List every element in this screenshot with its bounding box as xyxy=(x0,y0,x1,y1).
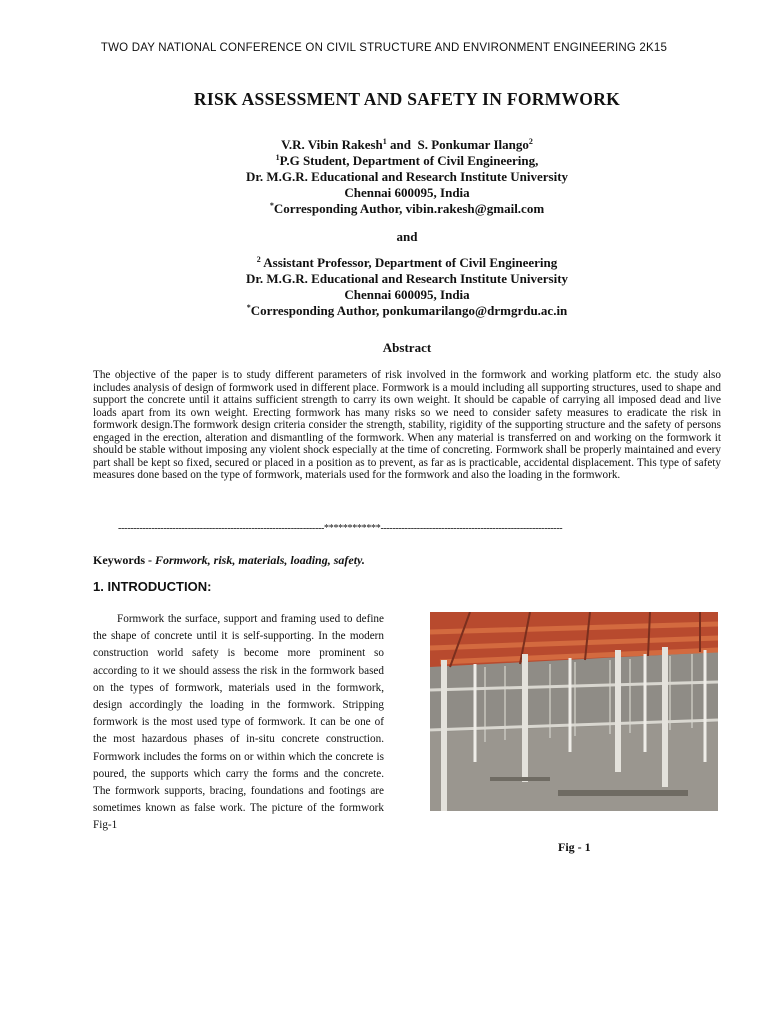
corresponding-1-sup: * xyxy=(269,201,274,210)
affiliation-1-role-text: P.G Student, Department of Civil Engineering, xyxy=(279,153,539,168)
affiliation-1-city: Chennai 600095, India xyxy=(344,185,470,200)
corresponding-1-text: Corresponding Author, vibin.rakesh@gmail.com xyxy=(273,201,545,216)
keywords-label: Keywords - xyxy=(93,553,155,567)
affiliation-2-sup: 2 xyxy=(256,255,261,264)
affiliation-2-city: Chennai 600095, India xyxy=(344,287,470,302)
corresponding-2-text: Corresponding Author, ponkumarilango@drmgrdu.ac.in xyxy=(250,303,568,318)
formwork-photo-illustration xyxy=(430,612,718,811)
affiliation-1-role xyxy=(0,153,768,169)
introduction-paragraph: Formwork the surface, support and framing used to define the shape of concrete until it is self-supporting. In the modern construction world safety is become more prominent so according to it we should assess the risk in the formwork based on the types of formwork, materials used in the formwork, design accordingly the loading in the formwork. Stripping formwork is the most used type of formwork. It can be one of the most hazardous phases of in-situ concrete construction. Formwork includes the forms on or within which the concrete is poured, the supports which carry the forms and the concrete. The formwork supports, bracing, foundations and footings are sometimes known as false work. The picture of the formwork Fig-1 xyxy=(93,613,384,832)
author-block xyxy=(0,137,768,319)
author-line xyxy=(0,137,768,153)
affiliation-1-corresponding xyxy=(0,201,768,217)
and-separator: and xyxy=(396,229,418,244)
keywords-list: Formwork, risk, materials, loading, safety. xyxy=(155,553,365,567)
author-1-sup: 1 xyxy=(382,137,387,146)
abstract-heading: Abstract xyxy=(382,340,432,355)
affiliation-1-institution: Dr. M.G.R. Educational and Research Institute University xyxy=(245,169,569,184)
photo-floor-near xyxy=(430,722,718,811)
author-2-name: S. Ponkumar Ilango xyxy=(417,137,529,152)
conference-header: TWO DAY NATIONAL CONFERENCE ON CIVIL STRUCTURE AND ENVIRONMENT ENGINEERING 2K15 xyxy=(100,42,668,54)
introduction-heading: 1. INTRODUCTION: xyxy=(93,579,212,594)
author-1-name: V.R. Vibin Rakesh xyxy=(281,137,383,152)
figure-caption: Fig - 1 xyxy=(558,840,591,854)
formwork-photo xyxy=(430,612,718,811)
abstract-text: The objective of the paper is to study different parameters of risk involved in the formwork and working platform etc. the study also includes analysis of design of formwork used in different place. Formwork is a mould including all supporting structures, used to shape and support the concrete until it attains sufficient strength to carry its own weight. It should be capable of carrying all imposed dead and live loads apart from its own weight. Erecting formwork has many risks so we need to consider safety measures to eradicate the risk in formwork design.The formwork design criteria consider the strength, stability, rigidity of the supporting structure and the safety of persons engaged in the erection, alteration and dismantling of the formwork. When any material is transferred on and working on the formwork it should be stable without imposing any violent shock especially at the time of concreting. Formwork shall be properly maintained and every part shall be kept so fixed, secured or placed in a position as to prevent, as far as is practicable, accidental displacement. This type of safety measures done based on the type of formwork, materials used for the formwork and also the loading in the formwork. xyxy=(93,369,721,481)
keywords-line xyxy=(93,553,365,568)
affiliation-2-role xyxy=(0,255,768,271)
author-and: and xyxy=(386,137,418,152)
introduction-text-block xyxy=(93,611,384,835)
section-separator: --------------------------------------------------------------------************------------------------------------------------------------ xyxy=(118,523,563,534)
affiliation-1-sup: 1 xyxy=(275,153,280,162)
affiliation-2-corresponding xyxy=(0,303,768,319)
author-2-sup: 2 xyxy=(528,137,533,146)
corresponding-2-sup: * xyxy=(246,303,251,312)
paper-title: RISK ASSESSMENT AND SAFETY IN FORMWORK xyxy=(193,89,621,109)
affiliation-2-institution: Dr. M.G.R. Educational and Research Institute University xyxy=(245,271,569,286)
affiliation-2-role-text: Assistant Professor, Department of Civil Engineering xyxy=(260,255,558,270)
